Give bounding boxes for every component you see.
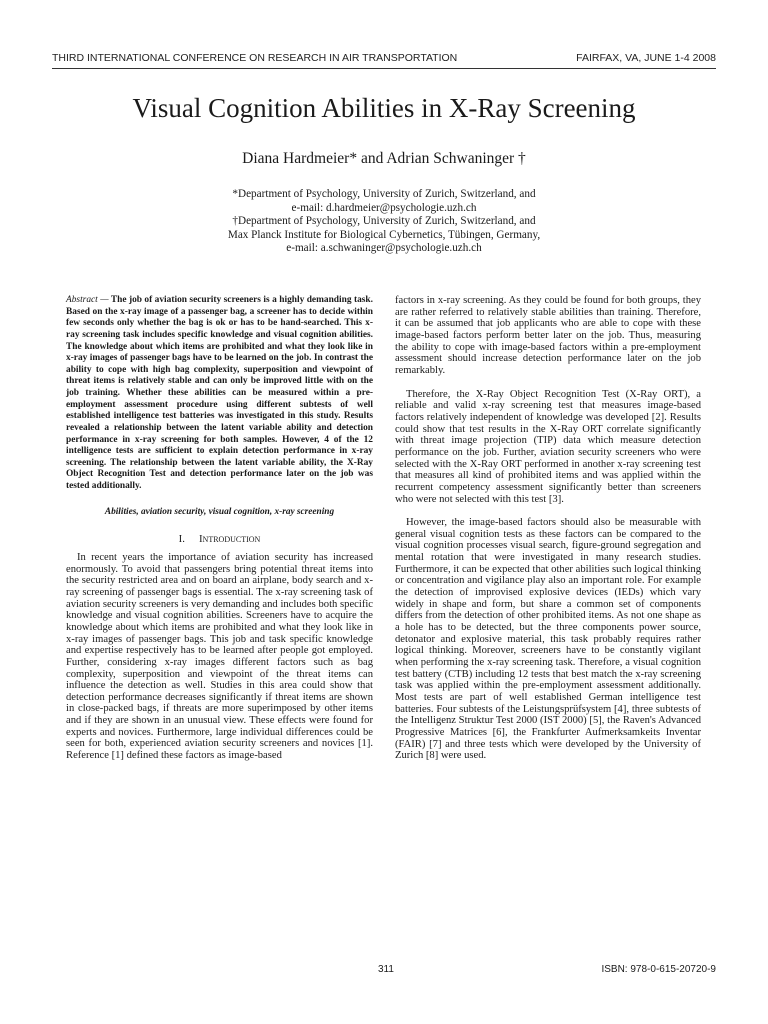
section-title: Introduction	[198, 533, 261, 546]
left-column	[66, 295, 373, 762]
affiliation-line: Max Planck Institute for Biological Cybernetics, Tübingen, Germany,	[227, 228, 541, 241]
abstract-label: Abstract —	[66, 295, 109, 305]
body-paragraph: factors in x-ray screening. As they could be found for both groups, they are rather referred to relatively stable abilities than training. Therefore, it can be assumed that job applicants who are able to cope with these image-based factors perform better later on the job. Thus, measuring the ability to cope with image-based factors within a pre-employment assessment should increase detection performance later on the job remarkably.	[395, 295, 701, 376]
page-footer	[52, 964, 716, 978]
body-paragraph: In recent years the importance of aviation security has increased enormously. To avoid that passengers bring potential threat items into the security restricted area and on board an airplane, body search and x-ray screening of passenger bags is essential. The x-ray screening task of aviation security screeners is very demanding and includes both specific knowledge and visual cognition abilities. Screeners have to acquire the knowledge about which items are prohibited and what they look like in x-ray images of passenger bags. This job and task specific knowledge and expertise respectively has to be learned after people got employed. Further, considering x-ray images different factors such as bag complexity, superposition and viewpoint of the threat items can influence the detection as well. Studies in this area could show that detection performance decreases significantly if threat items are shown in close-packed bags, if threats are more superimposed by other items and if they are shown in an unusual view. These effects were found for experts and novices. Furthermore, large individual differences could be seen for both, experienced aviation security screeners and novices [1]. Reference [1] defined these factors as image-based	[66, 551, 373, 762]
affiliations	[60, 188, 708, 256]
affiliation-email: e-mail: d.hardmeier@psychologie.uzh.ch	[291, 201, 477, 214]
body-paragraph: However, the image-based factors should also be measurable with general visual cognition tests as these factors can be compared to the visual cognition processes visual search, figure-ground segregation and mental rotation that were investigated in many research studies. Furthermore, it can be expected that other abilities such logical thinking or concentration and vigilance play also an important role. For example the detection of improvised explosive devices (IEDs) which vary widely in shape and form, but share a common set of components differs from the detection of other prohibited items. As not one shape as a hole has to be detected, but the three components power source, detonator and explosive material, this task probably requires rather logical thinking. Moreover, screeners have to be constantly vigilant when performing the x-ray screening task. Therefore, a visual cognition test battery (CTB) including 12 tests that best match the x-ray screening task was applied within the pre-employment assessment additionally. Most tests are part of well established German intelligence test batteries. Four subtests of the Leistungsprüfsystem [4], three subtests of the Intelligenz Struktur Test 2000 (IST 2000) [5], the Raven's Advanced Progressive Matrices [6], the Frankfurter Aufmerksamkeits Inventar (FAIR) [7] and three tests which were developed by the University of Zurich [8] were used.	[395, 517, 701, 762]
header-rule	[52, 68, 716, 69]
running-header	[52, 52, 716, 66]
affiliation-line: *Department of Psychology, University of Zurich, Switzerland, and	[232, 188, 536, 200]
conference-name: THIRD INTERNATIONAL CONFERENCE ON RESEARCH IN AIR TRANSPORTATION	[52, 52, 458, 64]
isbn: ISBN: 978-0-615-20720-9	[601, 964, 716, 975]
body-paragraph: Therefore, the X-Ray Object Recognition Test (X-Ray ORT), a reliable and valid x-ray screening test that measures image-based factors relatively independent of knowledge was developed [2]. Results could show that test results in the X-Ray ORT correlate significantly with threat image projection (TIP) data which measure detection performance on the job. Further, aviation security screeners who were selected with the X-Ray ORT performed in another x-ray screening test that measures all kind of prohibited items and was applied within the recurrent competency assessment significantly better than screeners who were not selected with this test [3].	[395, 388, 701, 505]
author-list: Diana Hardmeier* and Adrian Schwaninger †	[242, 150, 526, 167]
paper-title: Visual Cognition Abilities in X-Ray Screening	[132, 93, 636, 123]
page-number: 311	[378, 964, 394, 975]
abstract-text: The job of aviation security screeners is a highly demanding task. Based on the x-ray image of a passenger bag, a screener has to decide within few seconds only whether the bag is ok or has to be hand-searched. This x-ray screening task includes specific knowledge and visual cognition abilities. The knowledge about which items are prohibited and what they look like in x-ray images of passenger bags have to be learned on the job. In contrast the ability to cope with high bag complexity, superposition and viewpoint of threat items is relatively stable and can only be improved little with on the job training. Whether these abilities can be measured within a pre-employment assessment procedure using different subtests of well established intelligence test batteries was investigated in this study. Results revealed a relationship between the latent variable ability and detection performance in x-ray screening for both samples. However, 4 of the 12 intelligence tests are sufficient to explain detection performance in x-ray screening. The relationship between the latent variable ability, the X-Ray Object Recognition Test and detection performance later on the job was tested additionally.	[66, 295, 373, 491]
keywords: Abilities, aviation security, visual cognition, x-ray screening	[104, 506, 335, 517]
affiliation-email: e-mail: a.schwaninger@psychologie.uzh.ch	[286, 242, 482, 255]
location-date: FAIRFAX, VA, JUNE 1-4 2008	[576, 52, 716, 64]
section-heading	[66, 534, 373, 546]
affiliation-line: †Department of Psychology, University of Zurich, Switzerland, and	[232, 215, 536, 228]
abstract	[66, 295, 373, 493]
right-column	[395, 295, 701, 762]
section-number: I.	[178, 533, 185, 546]
